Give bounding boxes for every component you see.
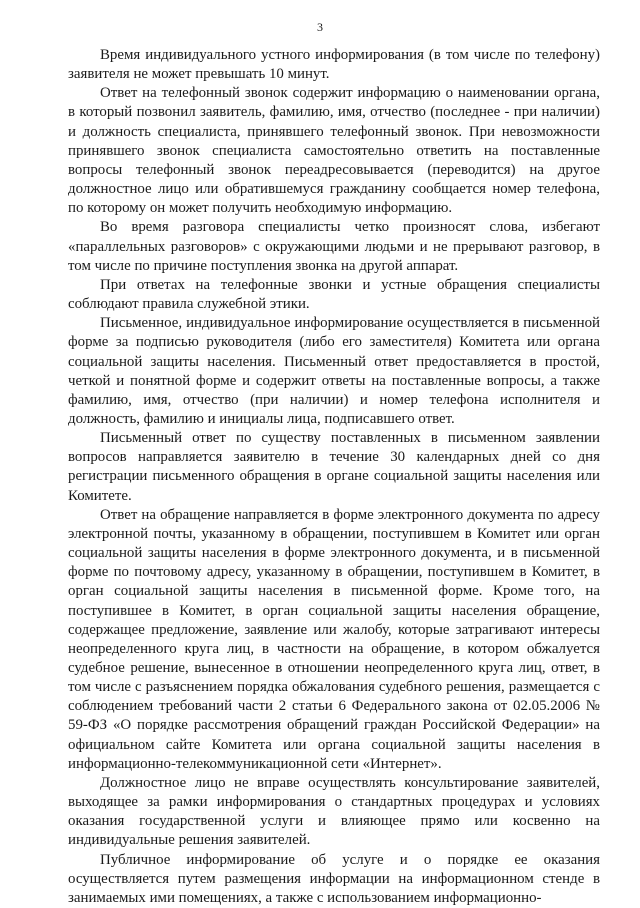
page-number: 3	[317, 20, 323, 34]
document-body	[68, 46, 600, 908]
paragraph-call-duration: Время индивидуального устного информирования (в том числе по телефону) заявителя не может превышать 10 минут.	[68, 47, 600, 83]
paragraph-service-ethics: При ответах на телефонные звонки и устные обращения специалисты соблюдают правила служебной этики.	[68, 276, 600, 313]
paragraph-conversation-rules: Во время разговора специалисты четко произносят слова, избегают «параллельных разговоров» с окружающими людьми и не прерывают разговор, в том числе по причине поступления звонка на другой аппарат.	[68, 219, 600, 274]
paragraph-electronic-answer: Ответ на обращение направляется в форме электронного документа по адресу электронной почты, указанному в обращении, поступившем в Комитет или орган социальной защиты населения в форме электронного документа, и в письменной форме по почтовому адресу, указанному в обращении, поступившем в Комитет, в орган социальной защиты населения в письменной форме. Кроме того, на поступившее в Комитет, в орган социальной защиты населения обращение, содержащее предложение, заявление или жалобу, которые затрагивают интересы неопределенного круга лиц, в частности на обращение, в котором обжалуется судебное решение, вынесенное в отношении неопределенного круга лиц, ответ, в том числе с разъяснением порядка обжалования судебного решения, размещается с соблюдением требований части 2 статьи 6 Федерального закона от 02.05.2006 № 59-ФЗ «О порядке рассмотрения обращений граждан Российской Федерации» на официальном сайте Комитета или органа социальной защиты населения в информационно-телекоммуникационной сети «Интернет».	[68, 506, 600, 772]
paragraph-public-informing: Публичное информирование об услуге и о порядке ее оказания осуществляется путем размещения информации на информационном стенде в занимаемых ими помещениях, а также с использованием информационно-	[68, 851, 600, 906]
paragraph-call-answer: Ответ на телефонный звонок содержит информацию о наименовании органа, в который позвонил заявитель, фамилию, имя, отчество (последнее - при наличии) и должность специалиста, принявшего телефонный звонок. При невозможности принявшего звонок специалиста самостоятельно ответить на поставленные вопросы телефонный звонок переадресовывается (переводится) на другое должностное лицо или обратившемуся гражданину сообщается номер телефона, по которому он может получить необходимую информацию.	[68, 85, 600, 217]
paragraph-written-answer-term: Письменный ответ по существу поставленных в письменном заявлении вопросов направляется заявителю в течение 30 календарных дней со дня регистрации письменного обращения в органе социальной защиты населения или Комитете.	[68, 430, 600, 504]
paragraph-consulting-limits: Должностное лицо не вправе осуществлять консультирование заявителей, выходящее за рамки информирования о стандартных процедурах и условиях оказания государственной услуги и влияющее прямо или косвенно на индивидуальные решения заявителей.	[68, 774, 600, 849]
paragraph-written-informing: Письменное, индивидуальное информирование осуществляется в письменной форме за подписью руководителя (либо его заместителя) Комитета или органа социальной защиты населения. Письменный ответ предоставляется в простой, четкой и понятной форме и содержит ответы на поставленные вопросы, а также фамилию, имя, отчество (при наличии) и номер телефона исполнителя и должность, фамилию и инициалы лица, подписавшего ответ.	[68, 315, 600, 427]
